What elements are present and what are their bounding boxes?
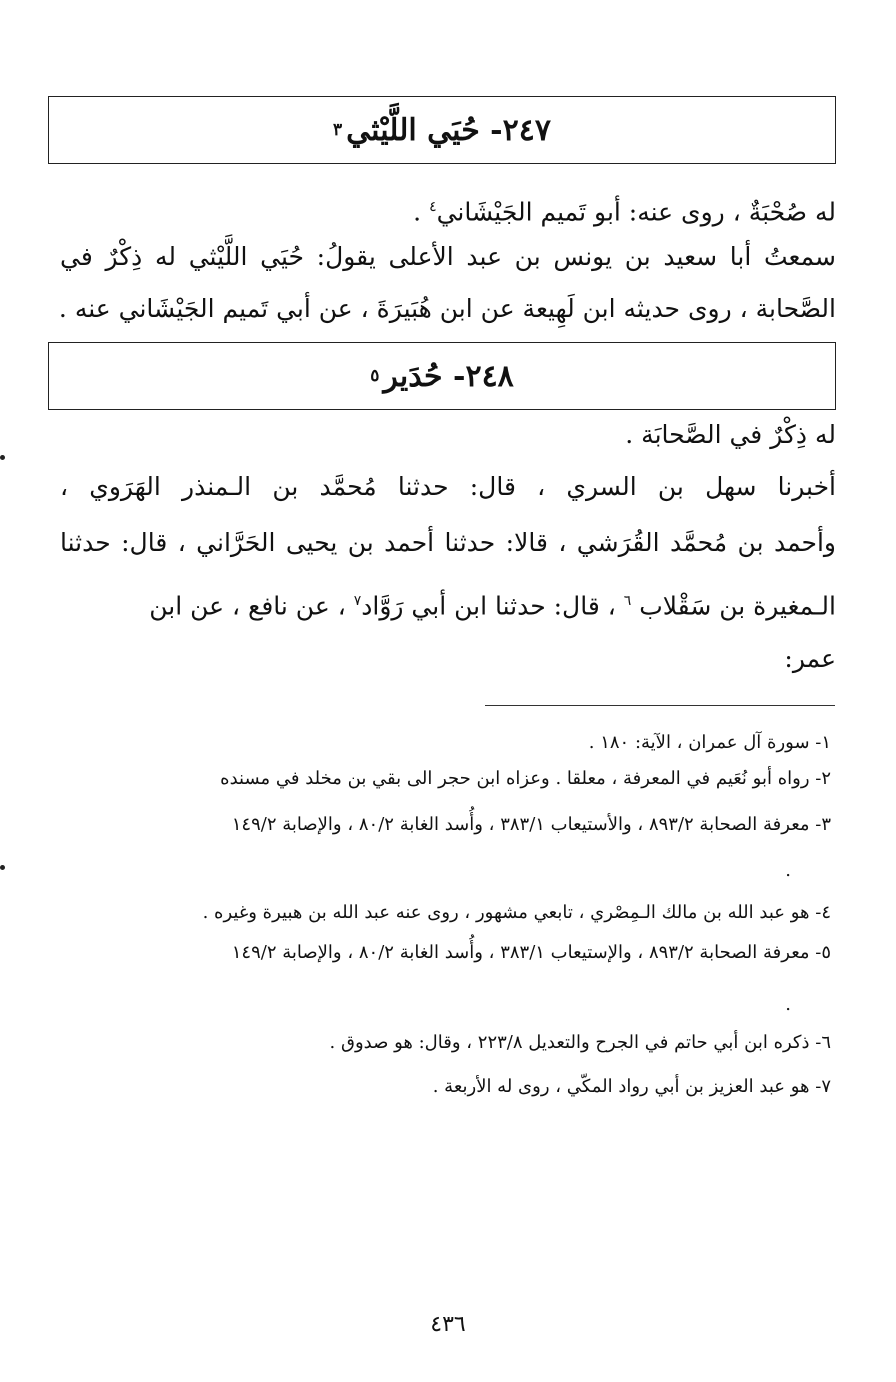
footnote: ٥- معرفة الصحابة ٨٩٣/٢ ، والإستيعاب ٣٨٣/١ ، وأُسد الغابة ٨٠/٢ ، والإصابة ١٤٩/٢ bbox=[231, 942, 831, 963]
text-line-tail: . bbox=[413, 197, 430, 227]
text-line-body: الـمغيرة بن سَقْلاب bbox=[631, 591, 836, 621]
footnote: . bbox=[785, 994, 791, 1015]
footnote-divider bbox=[485, 705, 835, 706]
text-line: أخبرنا سهل بن السري ، قال: حدثنا مُحمَّد بن الـمنذر الهَرَوي ، bbox=[60, 472, 836, 501]
footnote: . bbox=[785, 860, 791, 881]
footnote: ٢- رواه أبو نُعَيم في المعرفة ، معلقا . وعزاه ابن حجر الى بقي بن مخلد في مسنده bbox=[220, 768, 831, 789]
text-line: وأحمد بن مُحمَّد القُرَشي ، قالا: حدثنا أحمد بن يحيى الحَرَّاني ، قال: حدثنا bbox=[60, 528, 836, 557]
margin-mark bbox=[0, 455, 5, 460]
footnote-ref: ٥ bbox=[370, 366, 380, 386]
entry-heading-box-248 bbox=[48, 342, 836, 410]
text-line-mid: ، قال: حدثنا ابن أبي رَوَّاد bbox=[361, 591, 624, 621]
entry-heading-box-247 bbox=[48, 96, 836, 164]
footnote-ref: ٣ bbox=[333, 120, 343, 140]
entry-heading: ٢٤٨- حُدَير bbox=[383, 358, 514, 394]
text-line bbox=[60, 190, 836, 229]
footnote: ٤- هو عبد الله بن مالك الـمِصْري ، تابعي مشهور ، روى عنه عبد الله بن هبيرة وغيره . bbox=[202, 902, 831, 923]
text-line-tail: ، عن نافع ، عن ابن bbox=[149, 591, 354, 621]
footnote: ٣- معرفة الصحابة ٨٩٣/٢ ، والأستيعاب ٣٨٣/١ ، وأُسد الغابة ٨٠/٢ ، والإصابة ١٤٩/٢ bbox=[231, 814, 831, 835]
text-line-body: له صُحْبَةٌ ، روى عنه: أبو تَميم الجَيْشَاني bbox=[436, 197, 836, 227]
text-line: الصَّحابة ، روى حديثه ابن لَهِيعة عن ابن هُبَيرَةَ ، عن أبي تَميم الجَيْشَاني عنه . bbox=[58, 294, 836, 323]
footnote-ref: ٤ bbox=[429, 199, 437, 215]
text-line: له ذِكْرٌ في الصَّحابَة . bbox=[625, 420, 836, 449]
entry-heading: ٢٤٧- حُيَي اللَّيْثي bbox=[346, 112, 551, 148]
footnote-ref: ٧ bbox=[353, 593, 362, 609]
page-number: ٤٣٦ bbox=[430, 1312, 466, 1337]
footnote-ref: ٦ bbox=[623, 593, 632, 609]
text-line bbox=[60, 584, 836, 623]
footnote: ٧- هو عبد العزيز بن أبي رواد المكّي ، روى له الأربعة . bbox=[432, 1076, 831, 1097]
footnote: ١- سورة آل عمران ، الآية: ١٨٠ . bbox=[588, 732, 831, 753]
text-line: عمر: bbox=[784, 644, 836, 673]
footnote: ٦- ذكره ابن أبي حاتم في الجرح والتعديل ٢٢٣/٨ ، وقال: هو صدوق . bbox=[329, 1032, 831, 1053]
margin-mark bbox=[0, 865, 5, 870]
text-line: سمعتُ أبا سعيد بن يونس بن عبد الأعلى يقولُ: حُيَي اللَّيْثي له ذِكْرٌ في bbox=[60, 242, 836, 271]
